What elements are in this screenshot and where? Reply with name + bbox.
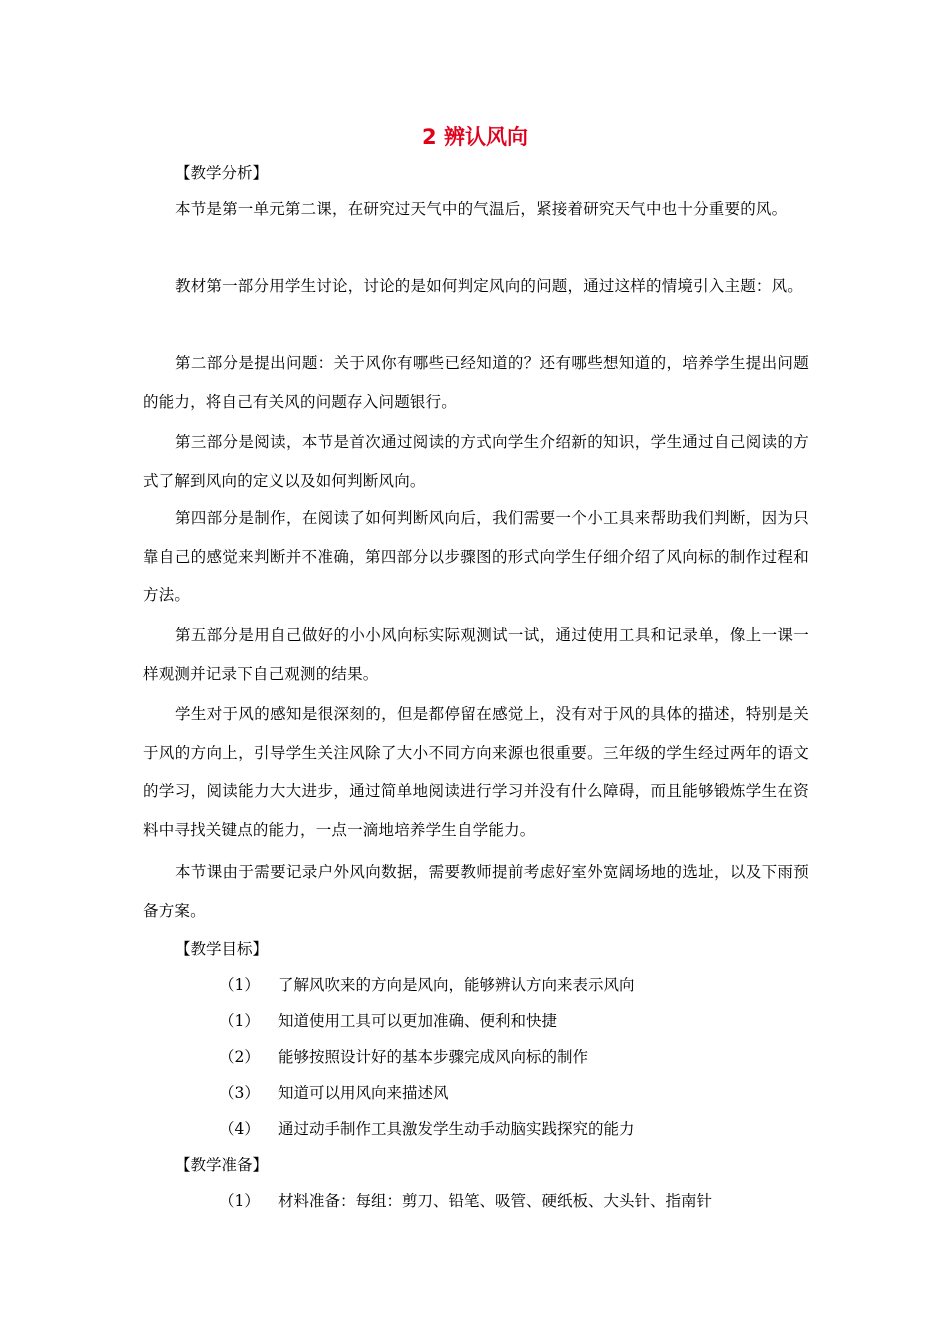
paragraph: 本节课由于需要记录户外风向数据，需要教师提前考虑好室外宽阔场地的选址，以及下雨预备方案。	[143, 863, 809, 920]
document-title: 2 辨认风向	[422, 125, 528, 149]
paragraph: 本节是第一单元第二课，在研究过天气中的气温后，紧接着研究天气中也十分重要的风。	[175, 200, 788, 218]
paragraph: 第四部分是制作，在阅读了如何判断风向后，我们需要一个小工具来帮助我们判断，因为只靠自己的感觉来判断并不准确，第四部分以步骤图的形式向学生仔细介绍了风向标的制作过程和方法。	[143, 509, 809, 604]
goal-item-number: （4）	[219, 1120, 260, 1138]
paragraph: 教材第一部分用学生讨论，讨论的是如何判定风向的问题，通过这样的情境引入主题：风。	[175, 277, 804, 295]
prep-item-text: 材料准备：每组：剪刀、铅笔、吸管、硬纸板、大头针、指南针	[278, 1192, 713, 1210]
goal-item-text: 知道使用工具可以更加准确、便利和快捷	[278, 1012, 558, 1030]
goal-item-text: 知道可以用风向来描述风	[278, 1084, 449, 1102]
goal-item-number: （3）	[219, 1084, 260, 1102]
goal-item-number: （1）	[219, 976, 260, 994]
paragraph: 第三部分是阅读，本节是首次通过阅读的方式向学生介绍新的知识，学生通过自己阅读的方式了解到风向的定义以及如何判断风向。	[143, 433, 809, 490]
section-heading-goals: 【教学目标】	[175, 940, 269, 958]
prep-item-number: （1）	[219, 1192, 260, 1210]
section-heading-analysis: 【教学分析】	[175, 164, 269, 182]
paragraph: 第二部分是提出问题：关于风你有哪些已经知道的？还有哪些想知道的，培养学生提出问题的能力，将自己有关风的问题存入问题银行。	[143, 354, 809, 411]
paragraph: 第五部分是用自己做好的小小风向标实际观测试一试，通过使用工具和记录单，像上一课一样观测并记录下自己观测的结果。	[143, 626, 809, 683]
goal-item-number: （1）	[219, 1012, 260, 1030]
goal-item-text: 能够按照设计好的基本步骤完成风向标的制作	[278, 1048, 589, 1066]
section-heading-prep: 【教学准备】	[175, 1156, 269, 1174]
goal-item-text: 了解风吹来的方向是风向，能够辨认方向来表示风向	[278, 976, 635, 994]
goal-item-text: 通过动手制作工具激发学生动手动脑实践探究的能力	[278, 1120, 635, 1138]
goal-item-number: （2）	[219, 1048, 260, 1066]
paragraph: 学生对于风的感知是很深刻的，但是都停留在感觉上，没有对于风的具体的描述，特别是关于风的方向上，引导学生关注风除了大小不同方向来源也很重要。三年级的学生经过两年的语文的学习，阅读能力大大进步，通过简单地阅读进行学习并没有什么障碍，而且能够锻炼学生在资料中寻找关键点的能力，一点一滴地培养学生自学能力。	[143, 705, 809, 839]
